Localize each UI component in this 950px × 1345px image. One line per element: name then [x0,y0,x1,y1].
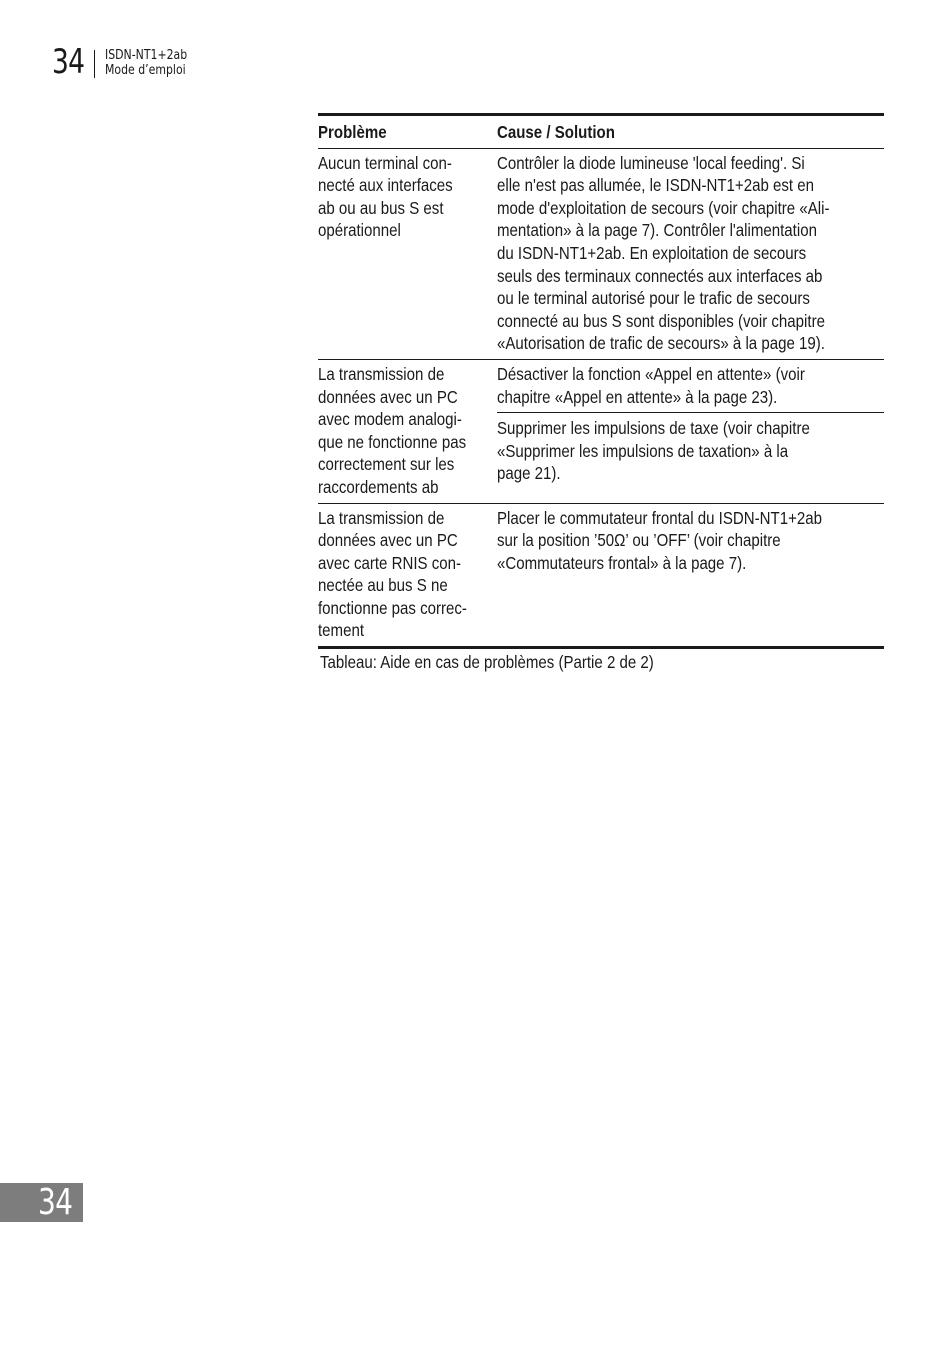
text-line: «Autorisation de trafic de secours» à la page 19). [497,333,826,354]
problem-cell [318,359,497,503]
text-line: opérationnel [318,220,401,241]
text-line: page 21). [497,463,561,484]
text-line: Supprimer les impulsions de taxe (voir chapitre [497,418,811,439]
text-line: elle n'est pas allumée, le ISDN-NT1+2ab est en [497,175,815,196]
problem-cell [318,148,497,359]
table-row [318,359,884,503]
text-line: tement [318,620,365,641]
header-page-number: 34 [52,42,85,82]
table-header-row [318,115,884,149]
troubleshooting-table [318,113,884,649]
problem-cell [318,503,497,648]
text-line: connecté au bus S sont disponibles (voir chapitre [497,310,826,331]
solution-option [497,412,884,485]
page-number-tab [0,1183,83,1222]
text-line: que ne fonctionne pas [318,431,467,452]
column-header-solution: Cause / Solution [497,122,616,142]
header-subtitle: Mode d’emploi [105,63,186,78]
table-caption: Tableau: Aide en cas de problèmes (Partie 2 de 2) [320,652,654,672]
text-line: Placer le commutateur frontal du ISDN-NT1+2ab [497,507,823,528]
text-line: seuls des terminaux connectés aux interfaces ab [497,265,823,286]
text-line: avec carte RNIS con- [318,552,462,573]
text-line: données avec un PC [318,386,458,407]
text-line: correctement sur les [318,454,455,475]
text-line: Désactiver la fonction «Appel en attente» (voir [497,363,806,384]
text-line: ou le terminal autorisé pour le trafic de secours [497,288,811,309]
header-product: ISDN-NT1+2ab [105,48,188,63]
solution-option [497,360,884,412]
text-line: «Commutateurs frontal» à la page 7). [497,552,747,573]
table-row [318,148,884,359]
text-line: necté aux interfaces [318,175,453,196]
header-title [105,48,187,78]
text-line: Contrôler la diode lumineuse 'local feeding'. Si [497,152,805,173]
text-line: nectée au bus S ne [318,575,448,596]
solution-cell [497,148,884,359]
text-line: «Supprimer les impulsions de taxation» à la [497,440,789,461]
text-line: Aucun terminal con- [318,152,452,173]
text-line: raccordements ab [318,476,439,497]
solution-cell [497,503,884,648]
text-line: mode d'exploitation de secours (voir chapitre «Ali- [497,197,830,218]
text-line: La transmission de [318,363,445,384]
text-line: données avec un PC [318,530,458,551]
text-line: du ISDN-NT1+2ab. En exploitation de secours [497,242,807,263]
text-line: La transmission de [318,507,445,528]
solution-cell [497,359,884,503]
column-header-problem: Problème [318,122,387,142]
text-line: avec modem analogi- [318,409,462,430]
tab-page-number: 34 [38,1182,73,1223]
text-line: sur la position ’50Ω’ ou ’OFF’ (voir chapitre [497,530,781,551]
header-separator [94,50,95,78]
text-line: chapitre «Appel en attente» à la page 23). [497,386,778,407]
table-row [318,503,884,648]
text-line: ab ou au bus S est [318,197,444,218]
text-line: fonctionne pas correc- [318,597,467,618]
text-line: mentation» à la page 7). Contrôler l'alimentation [497,220,818,241]
